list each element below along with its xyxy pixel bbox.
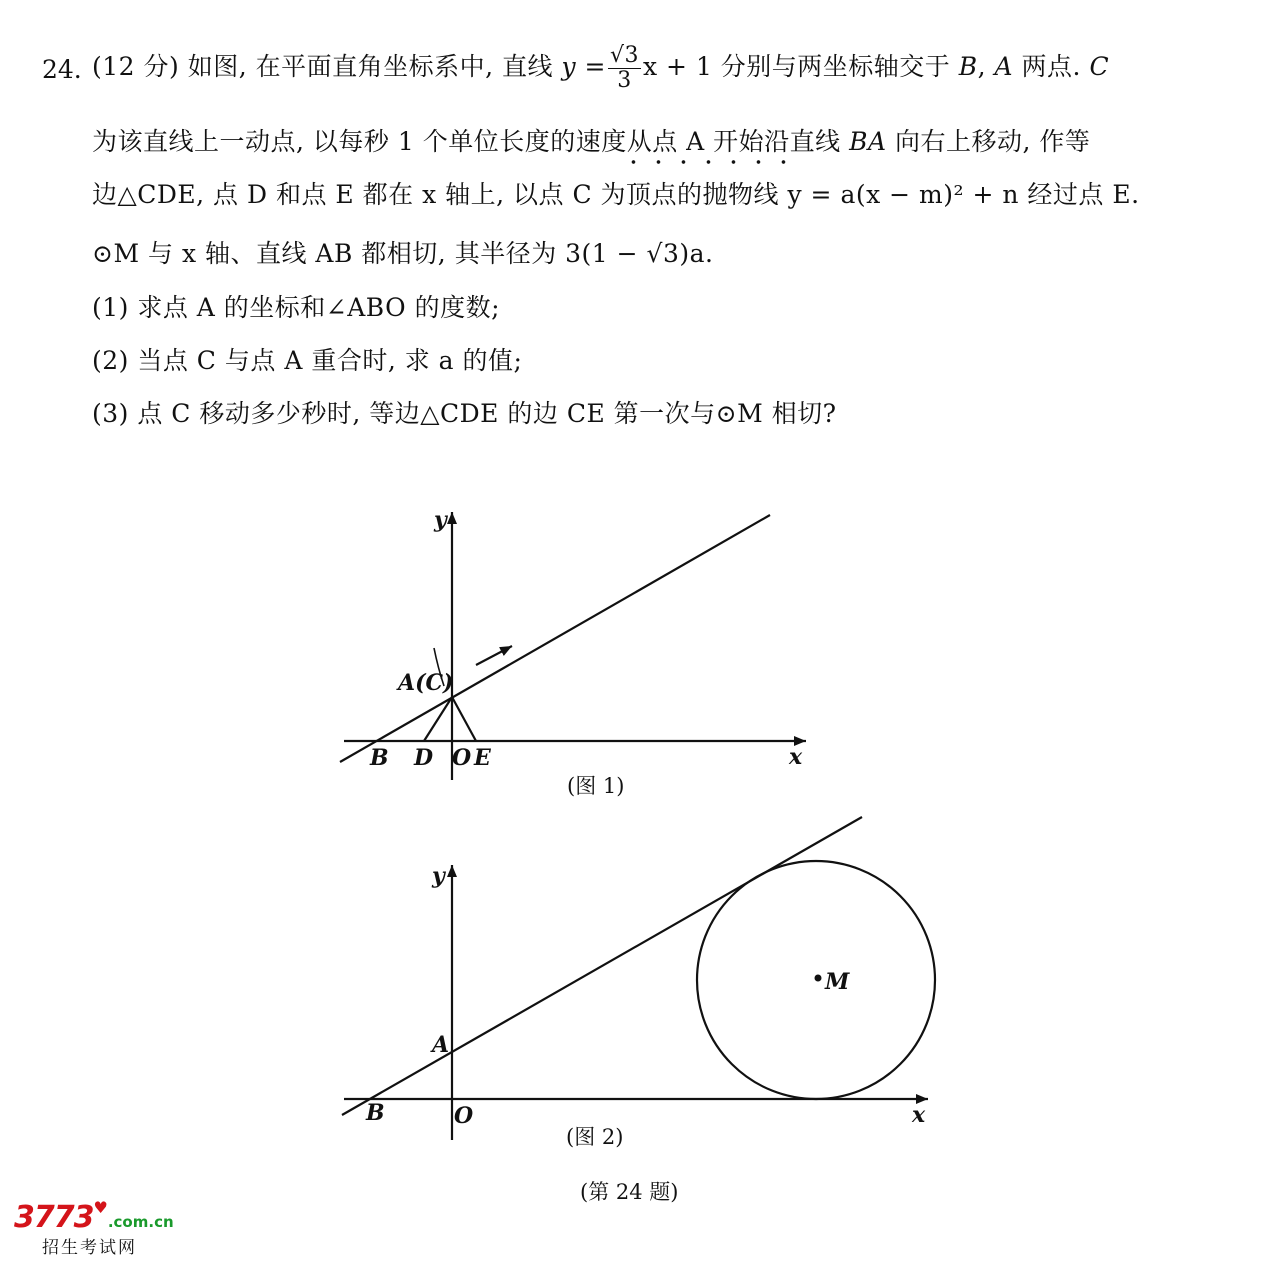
- fig2-label-o: O: [454, 1103, 474, 1129]
- logo-domain: .com.cn: [107, 1213, 174, 1231]
- line1-point-a: A: [994, 52, 1014, 81]
- line2-ba: BA: [849, 127, 887, 156]
- logo-subtitle: 招生考试网: [42, 1238, 137, 1258]
- line1-text-b: x + 1 分别与两坐标轴交于: [643, 52, 959, 81]
- fig1-label-x: x: [789, 744, 803, 770]
- fig1-label-o: O: [452, 745, 472, 771]
- fig2-label-a: A: [432, 1032, 450, 1058]
- logo-number: 3773: [14, 1200, 94, 1235]
- line1-point-c: C: [1089, 52, 1110, 81]
- figure1-caption: (图 1): [567, 774, 625, 798]
- fig2-line-ab: [342, 817, 862, 1115]
- question-2: (2) 当点 C 与点 A 重合时, 求 a 的值;: [92, 346, 523, 375]
- fig2-label-y: y: [432, 863, 445, 889]
- fig1-label-d: D: [414, 745, 434, 771]
- line2-text-a: 为该直线上一动点, 以每秒 1 个单位长度的速度: [92, 127, 627, 156]
- problem-number: 24.: [42, 55, 82, 84]
- fig2-center-m: [815, 975, 822, 982]
- line2-text-b: 直线: [789, 127, 850, 156]
- line2-emphasis: 从点 A 开始沿: [626, 127, 790, 156]
- line1-text-d: ,: [977, 52, 995, 81]
- fraction-numerator: √3: [609, 43, 639, 68]
- fig2-label-m: M: [825, 969, 850, 995]
- problem-line-4: ⊙M 与 x 轴、直线 AB 都相切, 其半径为 3(1 − √3)a.: [92, 239, 714, 268]
- problem-figure-caption: (第 24 题): [580, 1180, 679, 1204]
- fig1-label-ac: A(C): [398, 670, 454, 696]
- line1-point-b: B: [958, 52, 978, 81]
- fraction-denominator: 3: [617, 68, 632, 93]
- heart-icon: ♥: [93, 1198, 108, 1217]
- problem-line-3: 边△CDE, 点 D 和点 E 都在 x 轴上, 以点 C 为顶点的抛物线 y = a(x − m)² + n 经过点 E.: [92, 180, 1140, 209]
- line1-y-eq: y =: [561, 52, 606, 81]
- fig2-label-b: B: [366, 1100, 385, 1126]
- fig1-motion-arrow: [476, 646, 512, 665]
- fig1-label-y: y: [434, 507, 447, 533]
- line1-text-a: (12 分) 如图, 在平面直角坐标系中, 直线: [92, 52, 562, 81]
- question-1: (1) 求点 A 的坐标和∠ABO 的度数;: [92, 293, 501, 322]
- line2-text-d: 向右上移动, 作等: [886, 127, 1091, 156]
- fig1-label-e: E: [474, 745, 491, 771]
- site-logo: [14, 1200, 174, 1235]
- fig1-label-b: B: [370, 745, 389, 771]
- fig1-line-ab: [340, 515, 770, 762]
- question-3: (3) 点 C 移动多少秒时, 等边△CDE 的边 CE 第一次与⊙M 相切?: [92, 399, 837, 428]
- fig1-triangle-cde: [424, 697, 476, 741]
- figure-1: [340, 512, 806, 780]
- line1-text-f: 两点.: [1013, 52, 1090, 81]
- fig2-label-x: x: [912, 1102, 926, 1128]
- figure2-caption: (图 2): [566, 1125, 624, 1149]
